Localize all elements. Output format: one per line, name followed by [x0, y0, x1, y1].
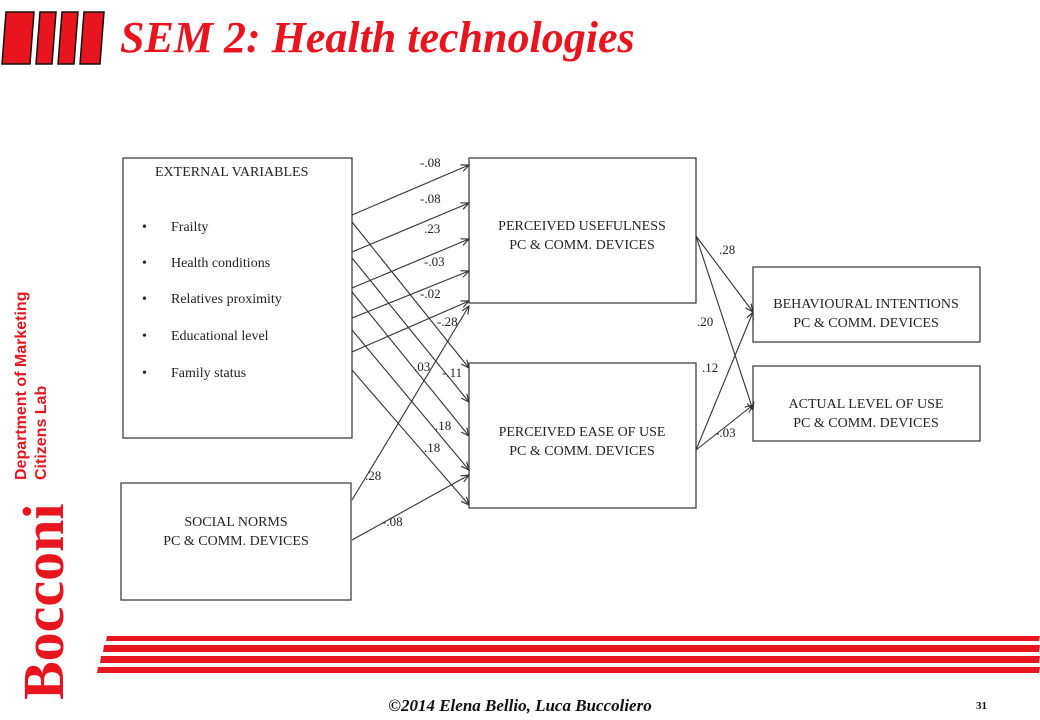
footer-lines	[95, 636, 1040, 680]
external-item-relatives: Relatives proximity	[171, 292, 282, 307]
paths-to-outcomes	[696, 236, 753, 450]
label-family-pu: -.02	[420, 286, 441, 301]
external-item-education: Educational level	[171, 329, 269, 344]
label-family-peou: .03	[414, 359, 431, 374]
use-line1: ACTUAL LEVEL OF USE	[788, 397, 944, 412]
label-sn-peou: -.08	[382, 514, 403, 529]
external-item-frailty: Frailty	[171, 220, 209, 235]
label-frailty-pu: -.08	[420, 155, 441, 170]
social-norms-line2: PC & COMM. DEVICES	[163, 534, 309, 549]
page-number: 31	[976, 700, 987, 712]
bullet: •	[142, 220, 147, 235]
behavioural-intentions-box	[753, 267, 980, 342]
label-education-peou: .18	[424, 440, 441, 455]
bullet: •	[142, 292, 147, 307]
label-peou-use: -.03	[715, 425, 736, 440]
department-label: Department of Marketing	[13, 291, 30, 480]
bi-line1: BEHAVIOURAL INTENTIONS	[773, 297, 959, 312]
lab-label: Citizens Lab	[33, 385, 50, 480]
pu-line2: PC & COMM. DEVICES	[509, 238, 655, 253]
social-norms-box	[121, 483, 351, 600]
path-sn-peou	[352, 475, 469, 540]
footer-line-shapes	[97, 636, 1040, 673]
path-health-peou	[352, 258, 469, 402]
use-line2: PC & COMM. DEVICES	[793, 416, 939, 431]
label-education-pu: -.03	[424, 254, 445, 269]
path-education-peou	[352, 330, 469, 470]
pu-line1: PERCEIVED USEFULNESS	[498, 219, 666, 234]
external-variables-box	[123, 158, 352, 438]
label-frailty-peou: -.28	[437, 314, 458, 329]
page-title: SEM 2: Health technologies	[120, 13, 635, 62]
external-item-health: Health conditions	[171, 256, 271, 271]
social-norms-line1: SOCIAL NORMS	[184, 515, 288, 530]
path-relatives-pu	[352, 239, 469, 288]
label-health-pu: -.08	[420, 191, 441, 206]
peou-line1: PERCEIVED EASE OF USE	[498, 425, 666, 440]
copyright: ©2014 Elena Bellio, Luca Buccoliero	[388, 696, 652, 715]
bi-line2: PC & COMM. DEVICES	[793, 316, 939, 331]
label-relatives-pu: .23	[424, 221, 441, 236]
label-pu-bi: .28	[719, 242, 736, 257]
actual-use-box	[753, 366, 980, 441]
peou-line2: PC & COMM. DEVICES	[509, 444, 655, 459]
label-health-peou: -.11	[442, 365, 463, 380]
bullet: •	[142, 329, 147, 344]
path-frailty-pu	[352, 165, 469, 215]
external-item-family: Family status	[171, 366, 247, 381]
bullet: •	[142, 256, 147, 271]
bocconi-logo: Bocconi	[11, 503, 76, 700]
label-sn-pu: .28	[365, 468, 382, 483]
label-pu-use: .20	[697, 314, 714, 329]
path-frailty-peou	[352, 222, 469, 368]
perceived-usefulness-box	[469, 158, 696, 303]
bullet: •	[142, 366, 147, 381]
external-variables-title: EXTERNAL VARIABLES	[155, 165, 309, 180]
paths-external-to-peou	[352, 222, 469, 505]
label-peou-bi: .12	[702, 360, 719, 375]
paths-social-norms	[352, 306, 469, 540]
perceived-ease-box	[469, 363, 696, 508]
label-relatives-peou: .18	[435, 418, 452, 433]
